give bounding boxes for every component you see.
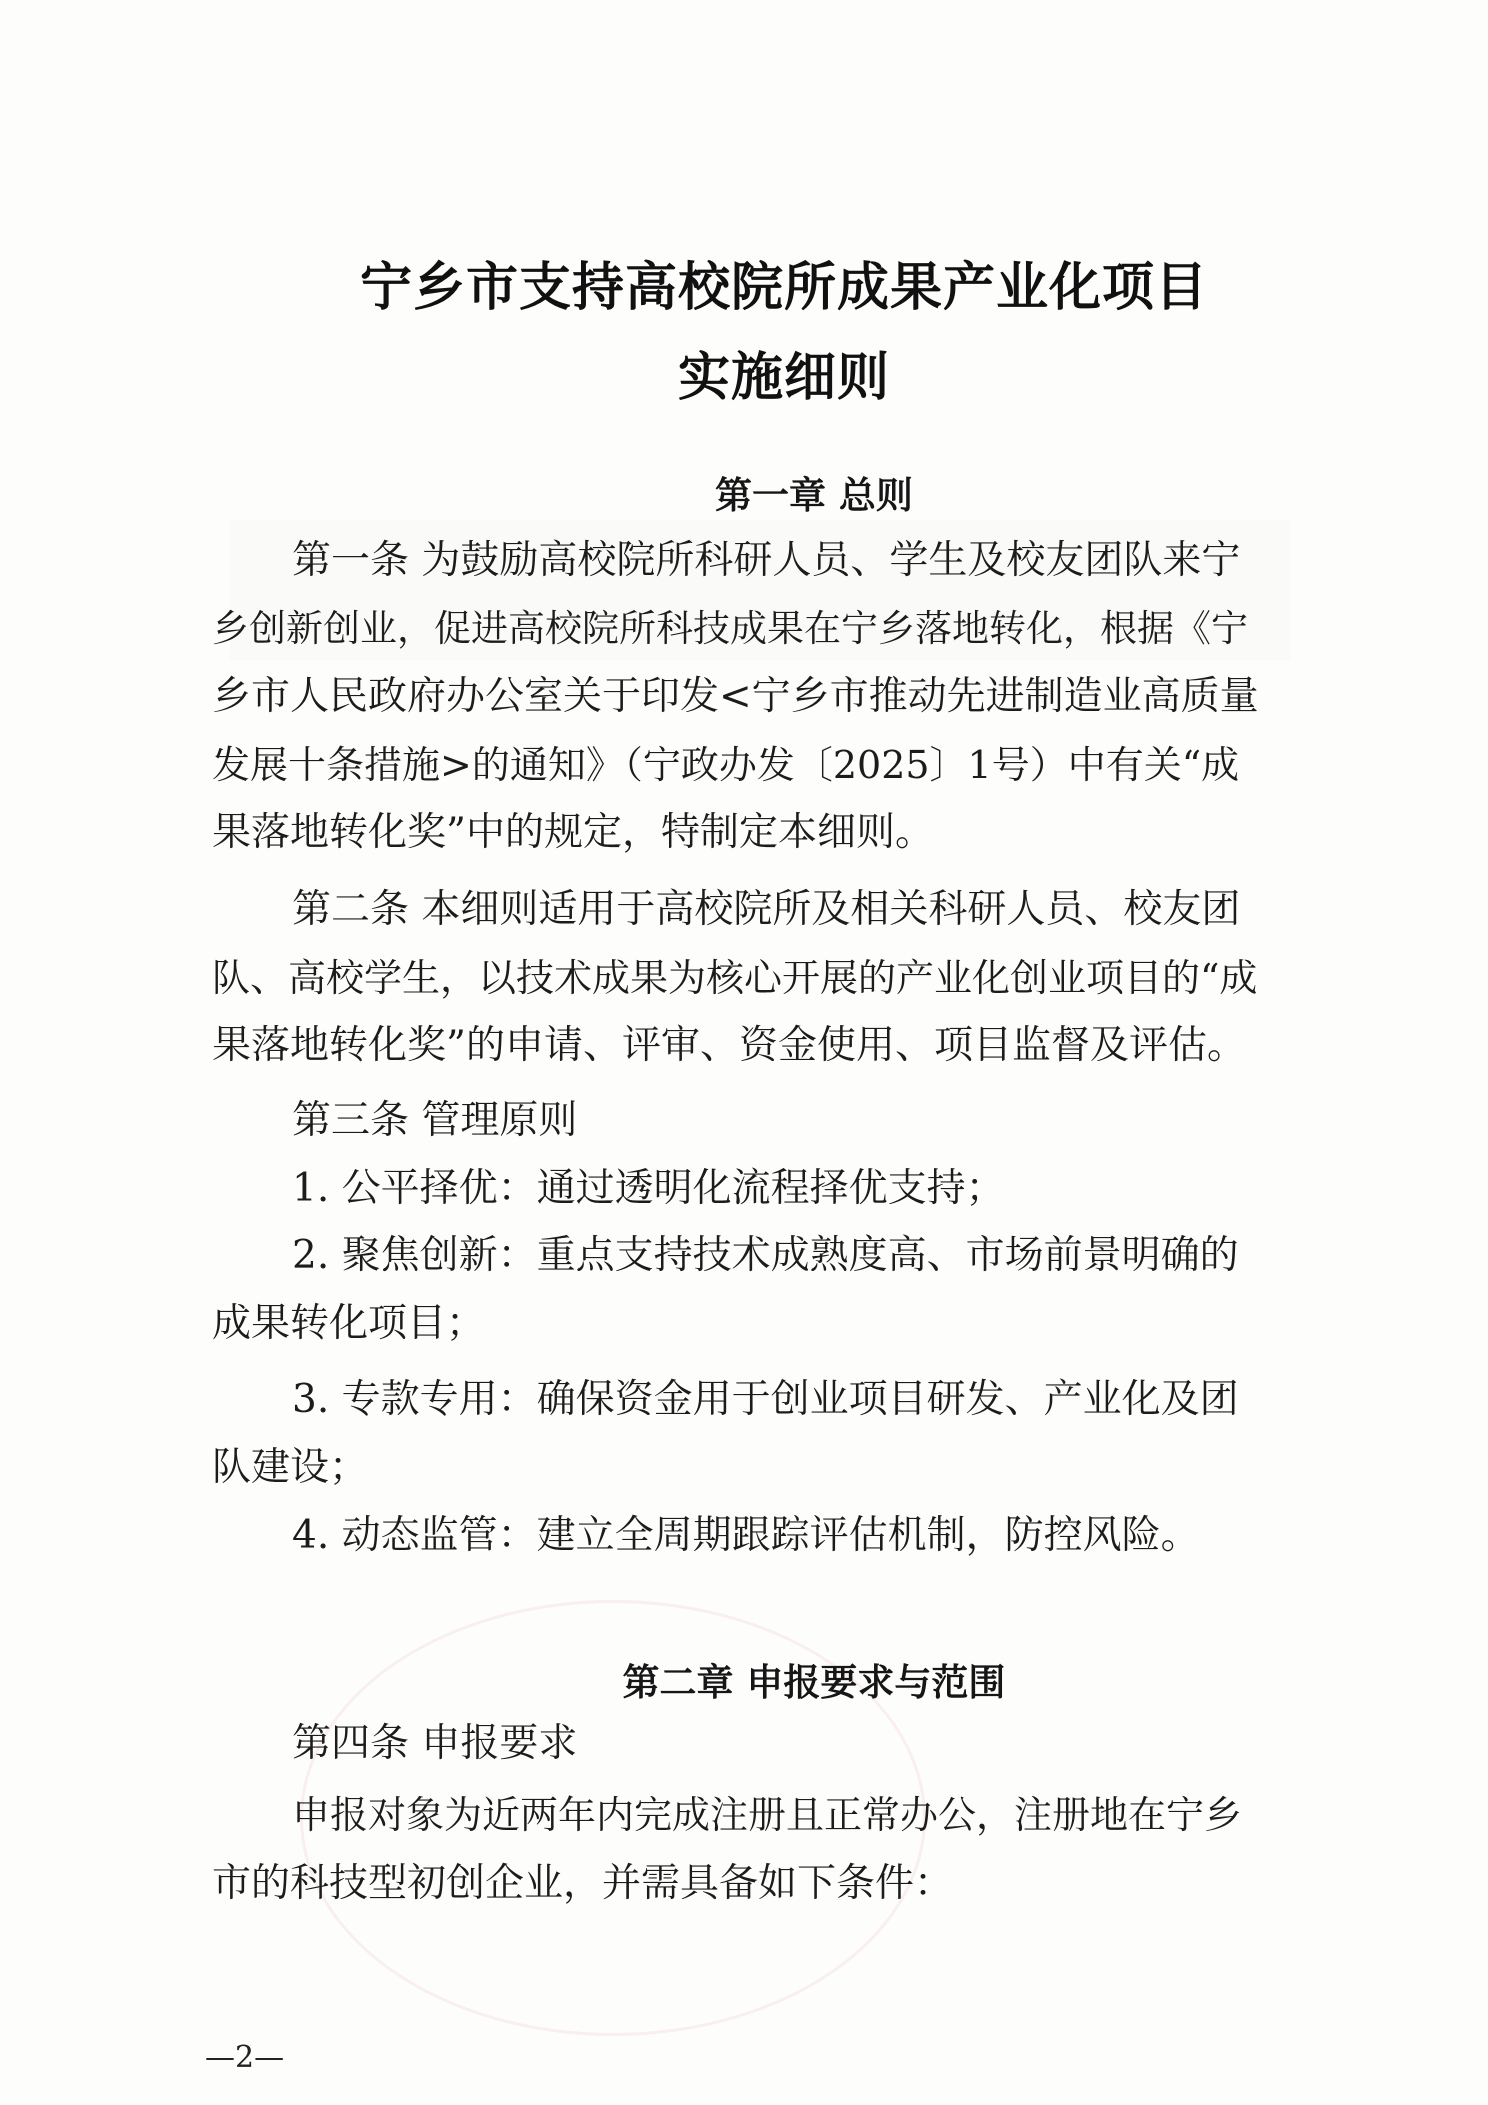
article-4-line: 申报对象为近两年内完成注册且正常办公，注册地在宁乡: [292, 1793, 1243, 1837]
principle-item-continued: 队建设；: [212, 1445, 369, 1490]
principle-item: 1. 公平择优：通过透明化流程择优支持；: [292, 1166, 1005, 1211]
principle-item: 2. 聚焦创新：重点支持技术成熟度高、市场前景明确的: [292, 1233, 1239, 1278]
article-2-line: 果落地转化奖”的申请、评审、资金使用、项目监督及评估。: [212, 1023, 1246, 1068]
article-4-line: 市的科技型初创企业，并需具备如下条件：: [212, 1861, 954, 1906]
article-1-line: 第一条 为鼓励高校院所科研人员、学生及校友团队来宁: [292, 538, 1241, 583]
document-title-line2: 实施细则: [677, 348, 890, 408]
article-2-line: 第二条 本细则适用于高校院所及相关科研人员、校友团: [292, 887, 1241, 932]
chapter-heading: 第二章 申报要求与范围: [622, 1661, 1006, 1704]
article-1-line: 乡创新创业，促进高校院所科技成果在宁乡落地转化，根据《宁: [212, 607, 1248, 650]
article-1-line: 乡市人民政府办公室关于印发<宁乡市推动先进制造业高质量: [212, 674, 1259, 719]
principle-item-continued: 成果转化项目；: [212, 1301, 486, 1346]
article-4-heading: 第四条 申报要求: [292, 1721, 578, 1766]
chapter-heading: 第一章 总则: [715, 474, 913, 517]
article-2-line: 队、高校学生，以技术成果为核心开展的产业化创业项目的“成: [212, 956, 1258, 1000]
article-1-line: 果落地转化奖”中的规定，特制定本细则。: [212, 810, 934, 855]
page-number: —2—: [205, 2040, 285, 2075]
article-1-line: 发展十条措施>的通知》（宁政办发〔2025〕1号）中有关“成: [212, 743, 1240, 787]
principle-item: 3. 专款专用：确保资金用于创业项目研发、产业化及团: [292, 1377, 1239, 1422]
principle-item: 4. 动态监管：建立全周期跟踪评估机制，防控风险。: [292, 1513, 1200, 1558]
document-title-line1: 宁乡市支持高校院所成果产业化项目: [359, 258, 1208, 318]
article-3-heading: 第三条 管理原则: [292, 1098, 578, 1143]
